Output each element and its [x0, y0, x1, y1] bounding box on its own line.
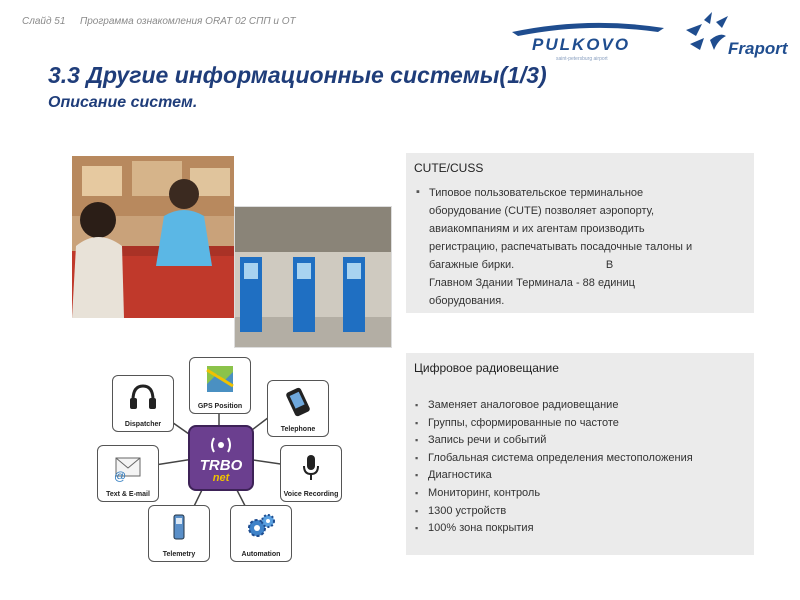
node-telemetry — [148, 505, 210, 562]
cute-cuss-description — [429, 184, 747, 310]
digital-radio-title: Цифровое радиовещание — [414, 361, 559, 375]
pulkovo-logo-text: PULKOVO — [532, 35, 631, 54]
node-label: Dispatcher — [124, 421, 162, 428]
hub-title: TRBO — [199, 457, 243, 474]
fraport-logo — [680, 10, 790, 62]
pulkovo-logo — [508, 14, 668, 64]
microphone-icon — [296, 452, 326, 482]
list-item: ▪ 100% зона покрытия — [428, 520, 693, 538]
self-service-kiosks-photo — [234, 206, 392, 348]
map-icon — [205, 364, 235, 394]
description-line: Типовое пользовательское терминальное — [429, 187, 644, 199]
node-text-email — [97, 445, 159, 502]
cute-cuss-panel — [406, 153, 754, 313]
svg-text:@: @ — [114, 469, 127, 482]
trbonet-hub — [188, 425, 254, 491]
node-label: Telephone — [280, 426, 316, 433]
node-gps-position — [189, 357, 251, 414]
radio-signal-icon — [206, 433, 236, 455]
digital-radio-list — [428, 397, 693, 538]
list-item: ▪ Диагностика — [428, 467, 693, 485]
node-telephone — [267, 380, 329, 437]
node-label: Telemetry — [162, 551, 196, 558]
description-line: авиакомпаниям и их агентам производить — [429, 223, 645, 235]
program-label: Программа ознакомления ORAT 02 СПП и ОТ — [80, 16, 296, 27]
gears-icon — [246, 512, 276, 542]
checkin-desk-photo — [72, 156, 234, 318]
digital-radio-panel — [406, 353, 754, 555]
cute-cuss-title: CUTE/CUSS — [414, 161, 484, 175]
hub-subtitle: net — [212, 472, 230, 484]
page-title: 3.3 Другие информационные системы(1/3) — [48, 62, 547, 88]
slide-number: Слайд 51 — [22, 16, 66, 27]
list-item: ▪ Глобальная система определения местоположения — [428, 450, 693, 468]
description-line: багажные бирки. В — [429, 259, 614, 271]
list-item: ▪ Запись речи и событий — [428, 432, 693, 450]
node-label: GPS Position — [197, 403, 243, 410]
node-dispatcher — [112, 375, 174, 432]
node-label: Voice Recording — [283, 491, 339, 498]
list-item: ▪ 1300 устройств — [428, 503, 693, 521]
page-subtitle: Описание систем. — [48, 94, 198, 111]
node-label: Text & E-mail — [106, 491, 150, 498]
list-item: ▪ Группы, сформированные по частоте — [428, 415, 693, 433]
bullet-icon: ▪ — [416, 186, 420, 198]
description-line: оборудование (CUTE) позволяет аэропорту, — [429, 205, 655, 217]
trbonet-diagram — [95, 355, 350, 558]
list-item: ▪ Заменяет аналоговое радиовещание — [428, 397, 693, 415]
headset-icon — [128, 382, 158, 412]
node-voice-recording — [280, 445, 342, 502]
phone-icon — [283, 387, 313, 417]
email-icon — [113, 452, 143, 482]
telemetry-device-icon — [164, 512, 194, 542]
node-automation — [230, 505, 292, 562]
description-line: Главном Здании Терминала - 88 единиц — [429, 277, 635, 289]
fraport-logo-text: Fraport — [728, 39, 788, 58]
description-line: оборудования. — [429, 295, 505, 307]
node-label: Automation — [241, 551, 281, 558]
description-line: регистрацию, распечатывать посадочные талоны и — [429, 241, 693, 253]
list-item: ▪ Мониторинг, контроль — [428, 485, 693, 503]
pulkovo-logo-subtext: saint-petersburg airport — [556, 56, 608, 62]
